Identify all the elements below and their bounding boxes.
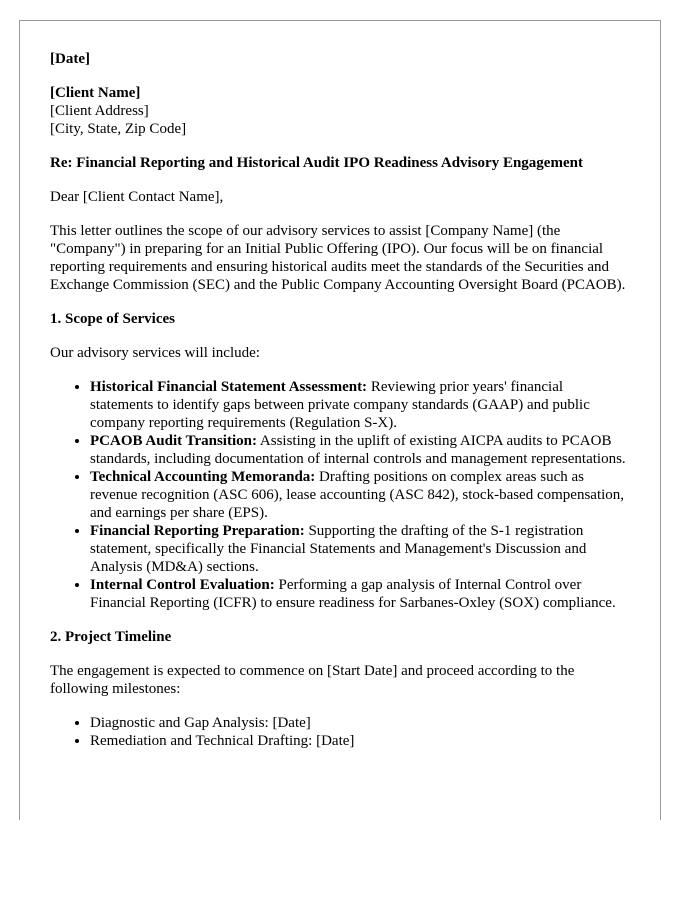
scope-item-text: Supporting the drafting of the S-1 registration statement, specifically the Financial Statements and Management's Discussion and Analysis (MD&A) sections.: [90, 523, 587, 575]
scope-item: [90, 432, 630, 468]
scope-item-title: Internal Control Evaluation:: [90, 577, 275, 593]
timeline-lead: The engagement is expected to commence on [Start Date] and proceed according to the following milestones:: [50, 663, 575, 697]
timeline-item: • Remediation and Technical Drafting: [Date]: [90, 732, 630, 750]
scope-item-title: Financial Reporting Preparation:: [90, 523, 305, 539]
scope-item-title: Technical Accounting Memoranda:: [90, 469, 316, 485]
scope-item-text: Drafting positions on complex areas such as revenue recognition (ASC 606), lease accounting (ASC 842), stock-based compensation, and earnings per share (EPS).: [90, 469, 625, 521]
scope-item: [90, 522, 630, 576]
timeline-list: [50, 714, 630, 750]
scope-heading: 1. Scope of Services: [50, 311, 175, 327]
scope-list: [50, 378, 630, 612]
timeline-heading: 2. Project Timeline: [50, 629, 172, 645]
scope-lead: Our advisory services will include:: [50, 345, 260, 361]
client-city-state-zip: [City, State, Zip Code]: [50, 121, 187, 137]
client-address: [Client Address]: [50, 103, 149, 119]
intro-paragraph: This letter outlines the scope of our advisory services to assist [Company Name] (the "Company") in preparing for an Initial Public Offering (IPO). Our focus will be on financial reporting requirements and ensuring historical audits meet the standards of the Securities and Exchange Commission (SEC) and the Public Company Accounting Oversight Board (PCAOB).: [50, 223, 626, 293]
letter-subject: Re: Financial Reporting and Historical Audit IPO Readiness Advisory Engagement: [50, 155, 583, 171]
scope-item-title: PCAOB Audit Transition:: [90, 433, 257, 449]
client-name: [Client Name]: [50, 85, 141, 101]
client-address-block: [50, 84, 630, 138]
letter-content: [20, 21, 660, 750]
scope-item: [90, 378, 630, 432]
timeline-item: • Diagnostic and Gap Analysis: [Date]: [90, 714, 630, 732]
scope-item-text: Assisting in the uplift of existing AICPA audits to PCAOB standards, including documentation of internal controls and management representations.: [90, 433, 626, 467]
letter-date: [Date]: [50, 51, 90, 67]
scope-item: [90, 576, 630, 612]
scope-item: [90, 468, 630, 522]
scope-item-text: Reviewing prior years' financial statements to identify gaps between private company standards (GAAP) and public company reporting requirements (Regulation S-X).: [90, 379, 590, 431]
scope-item-title: Historical Financial Statement Assessment:: [90, 379, 368, 395]
letter-page: [19, 20, 661, 820]
salutation: Dear [Client Contact Name],: [50, 189, 224, 205]
scope-item-text: Performing a gap analysis of Internal Control over Financial Reporting (ICFR) to ensure readiness for Sarbanes-Oxley (SOX) compliance.: [90, 577, 616, 611]
